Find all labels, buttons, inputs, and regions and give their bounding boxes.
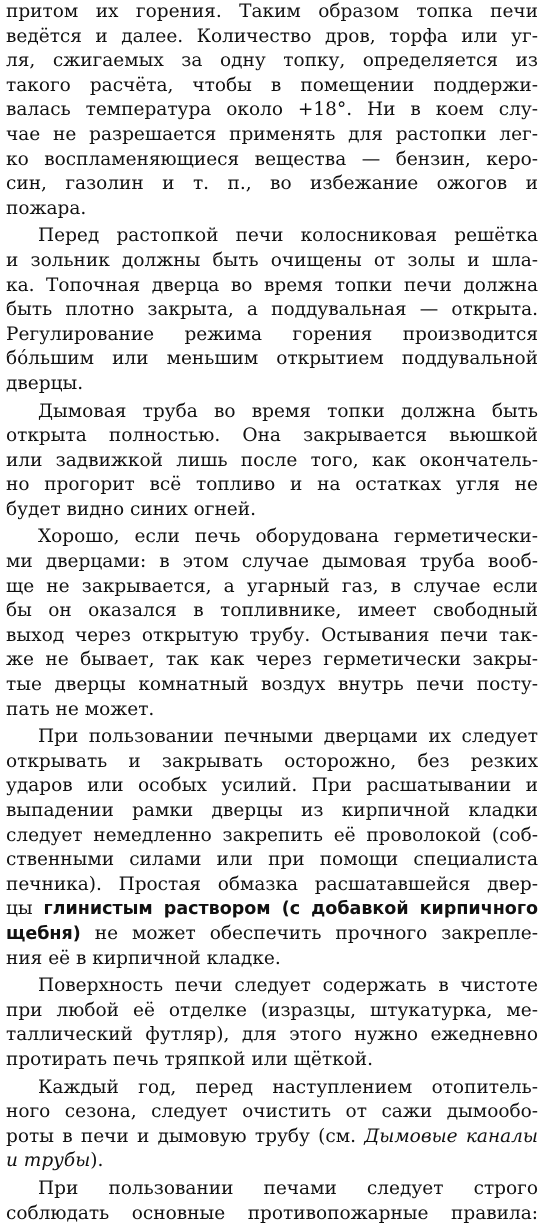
document-page [6,0,538,1226]
text-line-mixed [6,1125,538,1150]
text-line: Перед растопкой печи колосниковая решётка [6,224,538,249]
text-line-mixed [6,922,538,947]
text-line: Поверхность печи следует содержать в чистоте [6,974,538,999]
text-line: и зольник должны быть очищены от золы и шла- [6,249,538,274]
text-line: будет видно синих огней. [6,498,538,523]
text-normal: цы [6,898,44,919]
text-line: такого расчёта, чтобы в помещении поддержи- [6,74,538,99]
text-line: но прогорит всё топливо и на остатках угля не [6,473,538,498]
text-line: выпадении рамки дверцы из кирпичной кладки [6,799,538,824]
text-line: ударов или особых усилий. При расшатывании и [6,774,538,799]
text-line: следует немедленно закрепить её проволокой (соб- [6,824,538,849]
text-normal: не может обеспечить прочного закрепле- [81,923,538,944]
text-line: же не бывает, так как через герметически закры- [6,648,538,673]
text-line: бы он оказался в топливнике, имеет свободный [6,599,538,624]
paragraph-8 [6,1177,538,1226]
text-line: ного сезона, следует очистить от сажи дымообо- [6,1100,538,1125]
text-line: пать не может. [6,698,538,723]
text-line: ка. Топочная дверца во время топки печи должна [6,274,538,299]
text-line: протирать печь тряпкой или щёткой. [6,1048,538,1073]
paragraph-3 [6,400,538,523]
text-line-mixed [6,1149,538,1174]
text-line: печника). Простая обмазка расшатавшейся двер- [6,873,538,898]
text-line: При пользовании печными дверцами их следует [6,725,538,750]
paragraph-1 [6,0,538,221]
paragraph-5 [6,725,538,971]
text-line: таллический футляр), для этого нужно ежедневно [6,1023,538,1048]
text-line: валась температура около +18°. Ни в коем слу- [6,98,538,123]
text-line: быть плотно закрыта, а поддувальная — открыта. [6,298,538,323]
text-line: ко воспламеняющиеся вещества — бензин, керо- [6,148,538,173]
text-line: Хорошо, если печь оборудована герметически- [6,525,538,550]
text-line: притом их горения. Таким образом топка печи [6,0,538,25]
paragraph-4 [6,525,538,722]
paragraph-6 [6,974,538,1072]
text-line: Дымовая труба во время топки должна быть [6,400,538,425]
text-line: Регулирование режима горения производится [6,323,538,348]
text-line-mixed [6,897,538,922]
text-line: пожара. [6,197,538,222]
text-normal: роты в печи и дымовую трубу (см. [6,1126,364,1147]
text-line: или задвижкой лишь после того, как окончатель- [6,449,538,474]
text-italic: и трубы [6,1150,90,1171]
text-line: бóльшим или меньшим открытием поддувальной [6,347,538,372]
text-line: ния её в кирпичной кладке. [6,947,538,972]
text-bold: глинистым раствором (с добавкой кирпичного [44,899,539,919]
text-bold: щебня) [6,924,81,944]
text-line: соблюдать основные противопожарные правила: [6,1202,538,1226]
text-line: син, газолин и т. п., во избежание ожогов и [6,172,538,197]
text-line: тые дверцы комнатный воздух внутрь печи посту- [6,673,538,698]
text-line: ля, сжигаемых за одну топку, определяется из [6,49,538,74]
text-line: Каждый год, перед наступлением отопитель- [6,1076,538,1101]
text-normal: ). [90,1150,103,1171]
text-line: ственными силами или при помощи специалиста [6,848,538,873]
text-line: при любой её отделке (изразцы, штукатурка, ме- [6,999,538,1024]
text-italic: Дымовые каналы [364,1126,538,1147]
text-line: выход через открытую трубу. Остывания печи так- [6,624,538,649]
text-line: ми дверцами: в этом случае дымовая труба вооб- [6,550,538,575]
paragraph-7 [6,1076,538,1174]
text-line: дверцы. [6,372,538,397]
text-line: открыта полностью. Она закрывается вьюшкой [6,424,538,449]
text-line: открывать и закрывать осторожно, без резких [6,750,538,775]
text-line: При пользовании печами следует строго [6,1177,538,1202]
text-line: ще не закрывается, а угарный газ, в случае если [6,575,538,600]
text-line: ведётся и далее. Количество дров, торфа или уг- [6,25,538,50]
paragraph-2 [6,224,538,396]
text-line: чае не разрешается применять для растопки лег- [6,123,538,148]
